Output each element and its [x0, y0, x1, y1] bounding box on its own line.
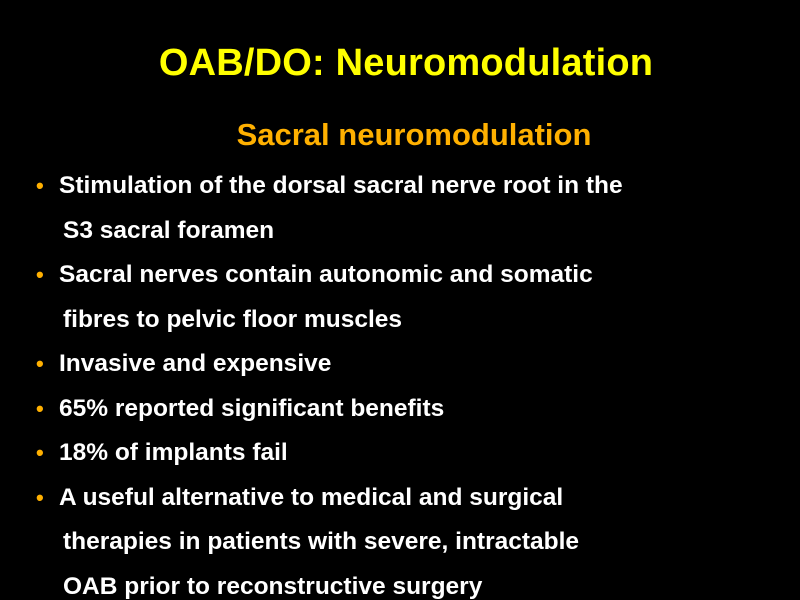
- bullet-dot-icon: •: [36, 484, 44, 510]
- bullet-item: [36, 387, 796, 432]
- bullet-text-line: Invasive and expensive: [59, 350, 332, 377]
- bullet-dot-icon: •: [36, 262, 44, 287]
- bullet-dot-icon: •: [36, 173, 44, 198]
- bullet-text-line: Stimulation of the dorsal sacral nerve root in the: [59, 172, 623, 199]
- bullet-item: [36, 253, 796, 342]
- bullet-item: [36, 164, 796, 253]
- bullet-text-line: 65% reported significant benefits: [59, 394, 445, 422]
- bullet-list: [36, 164, 796, 600]
- bullet-text-line: A useful alternative to medical and surgical: [59, 483, 564, 511]
- bullet-item: [36, 431, 796, 476]
- bullet-text-line: OAB prior to reconstructive surgery: [63, 572, 483, 600]
- bullet-text-line: S3 sacral foramen: [63, 216, 275, 244]
- bullet-dot-icon: •: [36, 351, 44, 376]
- bullet-dot-icon: •: [36, 395, 44, 421]
- bullet-text-line: fibres to pelvic floor muscles: [63, 305, 403, 333]
- slide-subtitle: Sacral neuromodulation: [236, 117, 592, 152]
- bullet-text-line: 18% of implants fail: [59, 439, 288, 466]
- bullet-item: [36, 476, 796, 600]
- bullet-text-line: Sacral nerves contain autonomic and somatic: [59, 261, 593, 288]
- bullet-dot-icon: •: [36, 440, 44, 465]
- bullet-item: [36, 342, 796, 387]
- bullet-text-line: therapies in patients with severe, intractable: [63, 528, 580, 555]
- slide-title: OAB/DO: Neuromodulation: [158, 42, 654, 84]
